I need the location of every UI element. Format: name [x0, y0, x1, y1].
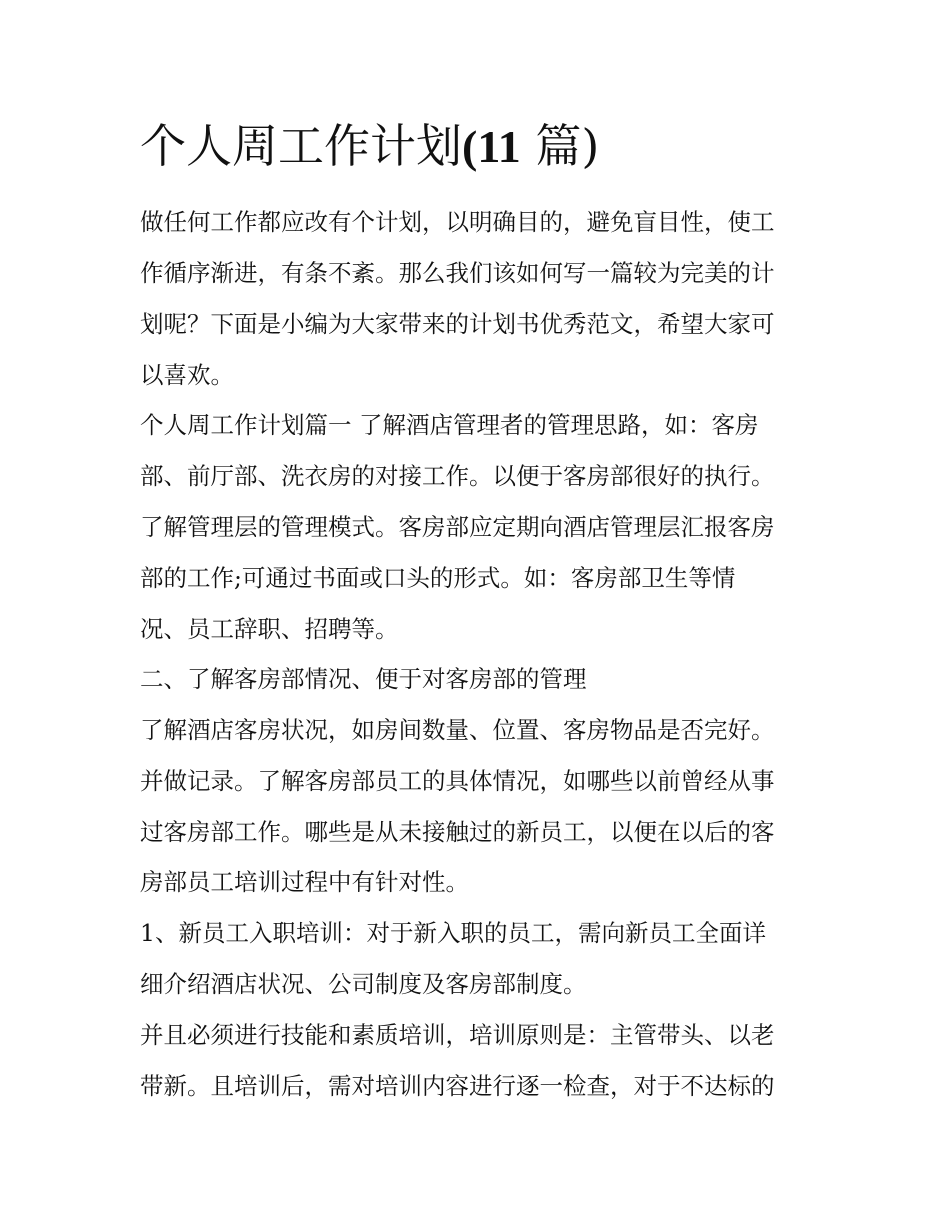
text-line: 作循序渐进，有条不紊。那么我们该如何写一篇较为完美的计	[140, 259, 775, 287]
text-line: 带新。且培训后，需对培训内容进行逐一检查，对于不达标的	[140, 1072, 775, 1100]
title-suffix: 篇)	[520, 119, 600, 173]
text-line: 过客房部工作。哪些是从未接触过的新员工，以便在以后的客	[140, 818, 775, 846]
text-line: 以喜欢。	[140, 361, 234, 389]
text-line: 划呢？下面是小编为大家带来的计划书优秀范文，希望大家可	[140, 310, 775, 338]
text-line: 部的工作;可通过书面或口头的形式。如：客房部卫生等情	[140, 564, 736, 592]
document-title	[140, 116, 599, 177]
title-prefix: 个人周工作计划	[140, 119, 462, 173]
text-line: 1、新员工入职培训：对于新入职的员工，需向新员工全面详	[140, 919, 766, 947]
text-line: 并做记录。了解客房部员工的具体情况，如哪些以前曾经从事	[140, 767, 775, 795]
text-line: 细介绍酒店状况、公司制度及客房部制度。	[140, 970, 587, 998]
text-line: 个人周工作计划篇一 了解酒店管理者的管理思路，如：客房	[140, 411, 759, 439]
text-line: 了解酒店客房状况，如房间数量、位置、客房物品是否完好。	[140, 716, 775, 744]
title-number: (11	[462, 121, 521, 172]
text-line: 做任何工作都应改有个计划，以明确目的，避免盲目性，使工	[140, 208, 775, 236]
text-line: 况、员工辞职、招聘等。	[140, 615, 399, 643]
text-line: 部、前厅部、洗衣房的对接工作。以便于客房部很好的执行。	[140, 462, 775, 490]
text-line: 房部员工培训过程中有针对性。	[140, 868, 469, 896]
text-line: 并且必须进行技能和素质培训，培训原则是：主管带头、以老	[140, 1021, 775, 1049]
text-line: 二、了解客房部情况、便于对客房部的管理	[140, 665, 587, 693]
text-line: 了解管理层的管理模式。客房部应定期向酒店管理层汇报客房	[140, 513, 775, 541]
